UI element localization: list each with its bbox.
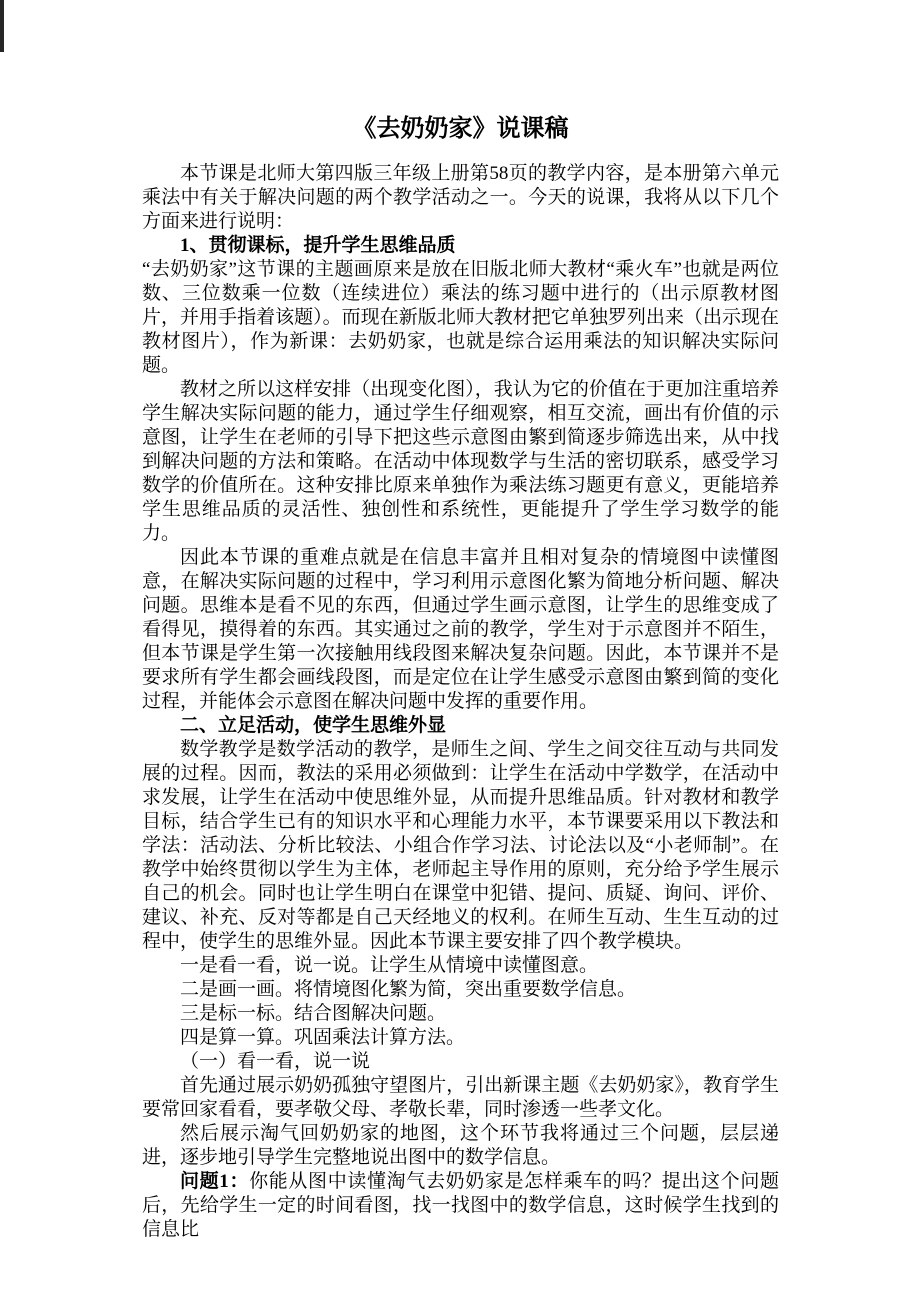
paragraph: 二是画一画。将情境图化繁为简，突出重要数学信息。 xyxy=(180,979,637,1000)
section-heading: 二、立足活动，使学生思维外显 xyxy=(180,715,447,736)
paragraph: 问题1：你能从图中读懂淘气去奶奶家是怎样乘车的吗？提出这个问题后，先给学生一定的时间看图，找一找图中的数学信息，这时候学生找到的信息比 xyxy=(142,1171,779,1240)
paragraph: （一）看一看，说一说 xyxy=(180,1051,371,1072)
paragraph: 教材之所以这样安排（出现变化图），我认为它的价值在于更加注重培养学生解决实际问题的能力，通过学生仔细观察，相互交流，画出有价值的示意图，让学生在老师的引导下把这些示意图由繁到简逐步筛选出来，从中找到解决问题的方法和策略。在活动中体现数学与生活的密切联系，感受学习数学的价值所在。这种安排比原来单独作为乘法练习题更有意义，更能培养学生思维品质的灵活性、独创性和系统性，更能提升了学生学习数学的能力。 xyxy=(142,379,779,544)
document-content xyxy=(142,112,779,1242)
document-title: 《去奶奶家》说课稿 xyxy=(352,116,569,142)
document-body xyxy=(142,162,779,1242)
paragraph: 因此本节课的重难点就是在信息丰富并且相对复杂的情境图中读懂图意，在解决实际问题的过程中，学习利用示意图化繁为简地分析问题、解决问题。思维本是看不见的东西，但通过学生画示意图，让学生的思维变成了看得见，摸得着的东西。其实通过之前的教学，学生对于示意图并不陌生，但本节课是学生第一次接触用线段图来解决复杂问题。因此，本节课并不是要求所有学生都会画线段图，而是定位在让学生感受示意图由繁到简的变化过程，并能体会示意图在解决问题中发挥的重要作用。 xyxy=(142,547,779,712)
section-heading: 1、贯彻课标，提升学生思维品质 xyxy=(180,235,456,256)
paragraph: 首先通过展示奶奶孤独守望图片，引出新课主题《去奶奶家》，教育学生要常回家看看，要孝敬父母、孝敬长辈，同时渗透一些孝文化。 xyxy=(142,1075,779,1120)
paragraph: 四是算一算。巩固乘法计算方法。 xyxy=(180,1027,466,1048)
paragraph-lead: 问题1： xyxy=(180,1171,250,1192)
paragraph: 然后展示淘气回奶奶家的地图，这个环节我将通过三个问题，层层递进，逐步地引导学生完整地说出图中的数学信息。 xyxy=(142,1123,779,1168)
paragraph: 一是看一看，说一说。让学生从情境中读懂图意。 xyxy=(180,955,599,976)
paragraph: “去奶奶家”这节课的主题画原来是放在旧版北师大教材“乘火车”也就是两位数、三位数乘一位数（连续进位）乘法的练习题中进行的（出示原教材图片，并用手指着该题）。而现在新版北师大教材把它单独罗列出来（出示现在教材图片），作为新课：去奶奶家，也就是综合运用乘法的知识解决实际问题。 xyxy=(142,259,779,376)
screen-edge-artifact xyxy=(0,0,4,52)
paragraph: 三是标一标。结合图解决问题。 xyxy=(180,1003,447,1024)
paragraph: 本节课是北师大第四版三年级上册第58页的教学内容，是本册第六单元乘法中有关于解决问题的两个教学活动之一。今天的说课，我将从以下几个方面来进行说明： xyxy=(142,163,779,232)
paragraph: 数学教学是数学活动的教学，是师生之间、学生之间交往互动与共同发展的过程。因而，教法的采用必须做到：让学生在活动中学数学，在活动中求发展，让学生在活动中使思维外显，从而提升思维品质。针对教材和教学目标，结合学生已有的知识水平和心理能力水平，本节课要采用以下教法和学法：活动法、分析比较法、小组合作学习法、讨论法以及“小老师制”。在教学中始终贯彻以学生为主体，老师起主导作用的原则，充分给予学生展示自己的机会。同时也让学生明白在课堂中犯错、提问、质疑、询问、评价、建议、补充、反对等都是自己天经地义的权利。在师生互动、生生互动的过程中，使学生的思维外显。因此本节课主要安排了四个教学模块。 xyxy=(142,739,779,952)
